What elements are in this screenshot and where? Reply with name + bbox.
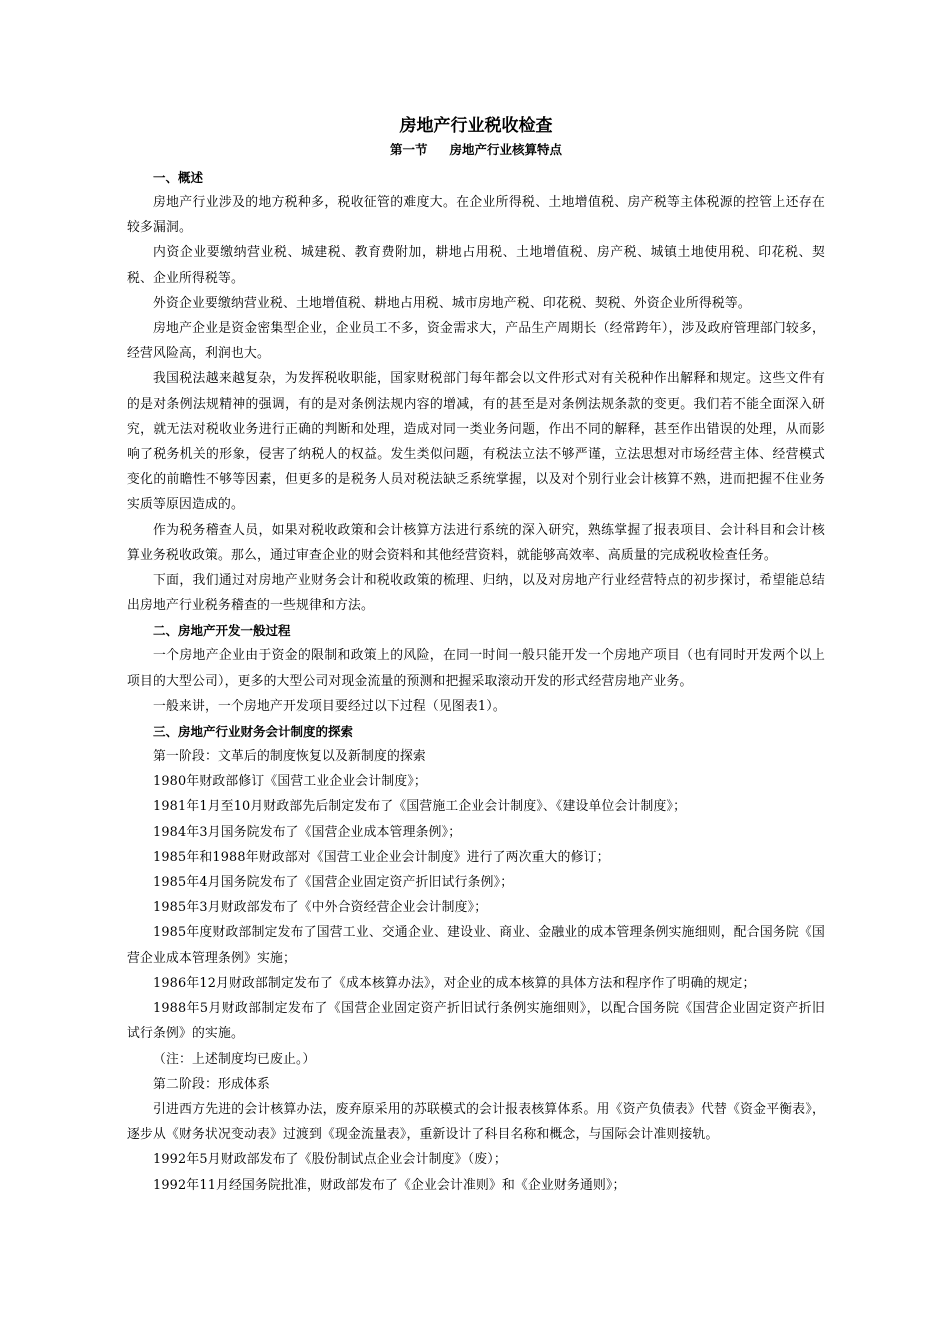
paragraph: 1980年财政部修订《国营工业企业会计制度》；	[153, 774, 427, 790]
paragraph: 房地产行业涉及的地方税种多，税收征管的难度大。在企业所得税、土地增值税、房产税等主体税源的控管上还存在较多漏洞。	[127, 195, 825, 236]
section-heading: 二、房地产开发一般过程	[153, 623, 291, 639]
paragraph: 1985年3月财政部发布了《中外合资经营企业会计制度》；	[153, 900, 488, 916]
paragraph: 1981年1月至10月财政部先后制定发布了《国营施工企业会计制度》、《建设单位会计制度》；	[153, 799, 687, 815]
paragraph: 1986年12月财政部制定发布了《成本核算办法》，对企业的成本核算的具体方法和程序作了明确的规定；	[153, 975, 756, 991]
paragraph: 1985年4月国务院发布了《国营企业固定资产折旧试行条例》；	[153, 875, 514, 891]
paragraph: 第一阶段：文革后的制度恢复以及新制度的探索	[153, 749, 426, 765]
paragraph: 我国税法越来越复杂，为发挥税收职能，国家财税部门每年都会以文件形式对有关税种作出解释和规定。这些文件有的是对条例法规精神的强调，有的是对条例法规内容的增减，有的甚至是对条例法规条款的变更。我们若不能全面深入研究，就无法对税收业务进行正确的判断和处理，造成对同一类业务问题，作出不同的解释，甚至作出错误的处理，从而影响了税务机关的形象，侵害了纳税人的权益。发生类似问题，有税法立法不够严谨，立法思想对市场经营主体、经营模式变化的前瞻性不够等因素，但更多的是税务人员对税法缺乏系统掌握，以及对个别行业会计核算不熟，进而把握不住业务实质等原因造成的。	[127, 371, 825, 513]
paragraph: 下面，我们通过对房地产业财务会计和税收政策的梳理、归纳，以及对房地产行业经营特点的初步探讨，希望能总结出房地产行业税务稽查的一些规律和方法。	[127, 573, 825, 614]
section-heading: 三、房地产行业财务会计制度的探索	[153, 724, 354, 740]
paragraph: 一个房地产企业由于资金的限制和政策上的风险，在同一时间一般只能开发一个房地产项目（也有同时开发两个以上项目的大型公司），更多的大型公司对现金流量的预测和把握采取滚动开发的形式经营房地产业务。	[127, 648, 825, 689]
paragraph: 引进西方先进的会计核算办法，废弃原采用的苏联模式的会计报表核算体系。用《资产负债表》代替《资金平衡表》，逐步从《财务状况变动表》过渡到《现金流量表》，重新设计了科目名称和概念，与国际会计准则接轨。	[127, 1101, 825, 1143]
paragraph: 1985年度财政部制定发布了国营工业、交通企业、建设业、商业、金融业的成本管理条例实施细则，配合国务院《国营企业成本管理条例》实施；	[127, 925, 825, 966]
paragraph: 1988年5月财政部制定发布了《国营企业固定资产折旧试行条例实施细则》，以配合国务院《国营企业固定资产折旧试行条例》的实施。	[127, 1001, 825, 1042]
section-name: 房地产行业核算特点	[449, 142, 563, 157]
paragraph: 房地产企业是资金密集型企业，企业员工不多，资金需求大，产品生产周期长（经常跨年），涉及政府管理部门较多，经营风险高，利润也大。	[127, 321, 825, 362]
paragraph: 1985年和1988年财政部对《国营工业企业会计制度》进行了两次重大的修订；	[153, 849, 610, 865]
paragraph: （注：上述制度均已废止。）	[153, 1051, 316, 1067]
paragraph: 1992年11月经国务院批准，财政部发布了《企业会计准则》和《企业财务通则》；	[153, 1177, 626, 1193]
section-number: 第一节	[389, 142, 428, 157]
paragraph: 内资企业要缴纳营业税、城建税、教育费附加，耕地占用税、土地增值税、房产税、城镇土地使用税、印花税、契税、企业所得税等。	[127, 245, 825, 286]
paragraph: 1992年5月财政部发布了《股份制试点企业会计制度》（废）；	[153, 1152, 507, 1168]
section-title	[127, 139, 825, 161]
document-page	[127, 113, 825, 1198]
paragraph: 作为税务稽查人员，如果对税收政策和会计核算方法进行系统的深入研究，熟练掌握了报表项目、会计科目和会计核算业务税收政策。那么，通过审查企业的财会资料和其他经营资料，就能够高效率、高质量的完成税收检查任务。	[127, 522, 825, 563]
paragraph: 外资企业要缴纳营业税、土地增值税、耕地占用税、城市房地产税、印花税、契税、外资企业所得税等。	[153, 295, 751, 311]
paragraph: 第二阶段：形成体系	[153, 1076, 270, 1092]
paragraph: 1984年3月国务院发布了《国营企业成本管理条例》；	[153, 824, 462, 840]
section-heading: 一、概述	[153, 170, 204, 185]
document-title: 房地产行业税收检查	[399, 116, 553, 136]
document-body	[127, 165, 825, 1198]
paragraph: 一般来讲，一个房地产开发项目要经过以下过程（见图表1）。	[153, 698, 506, 714]
